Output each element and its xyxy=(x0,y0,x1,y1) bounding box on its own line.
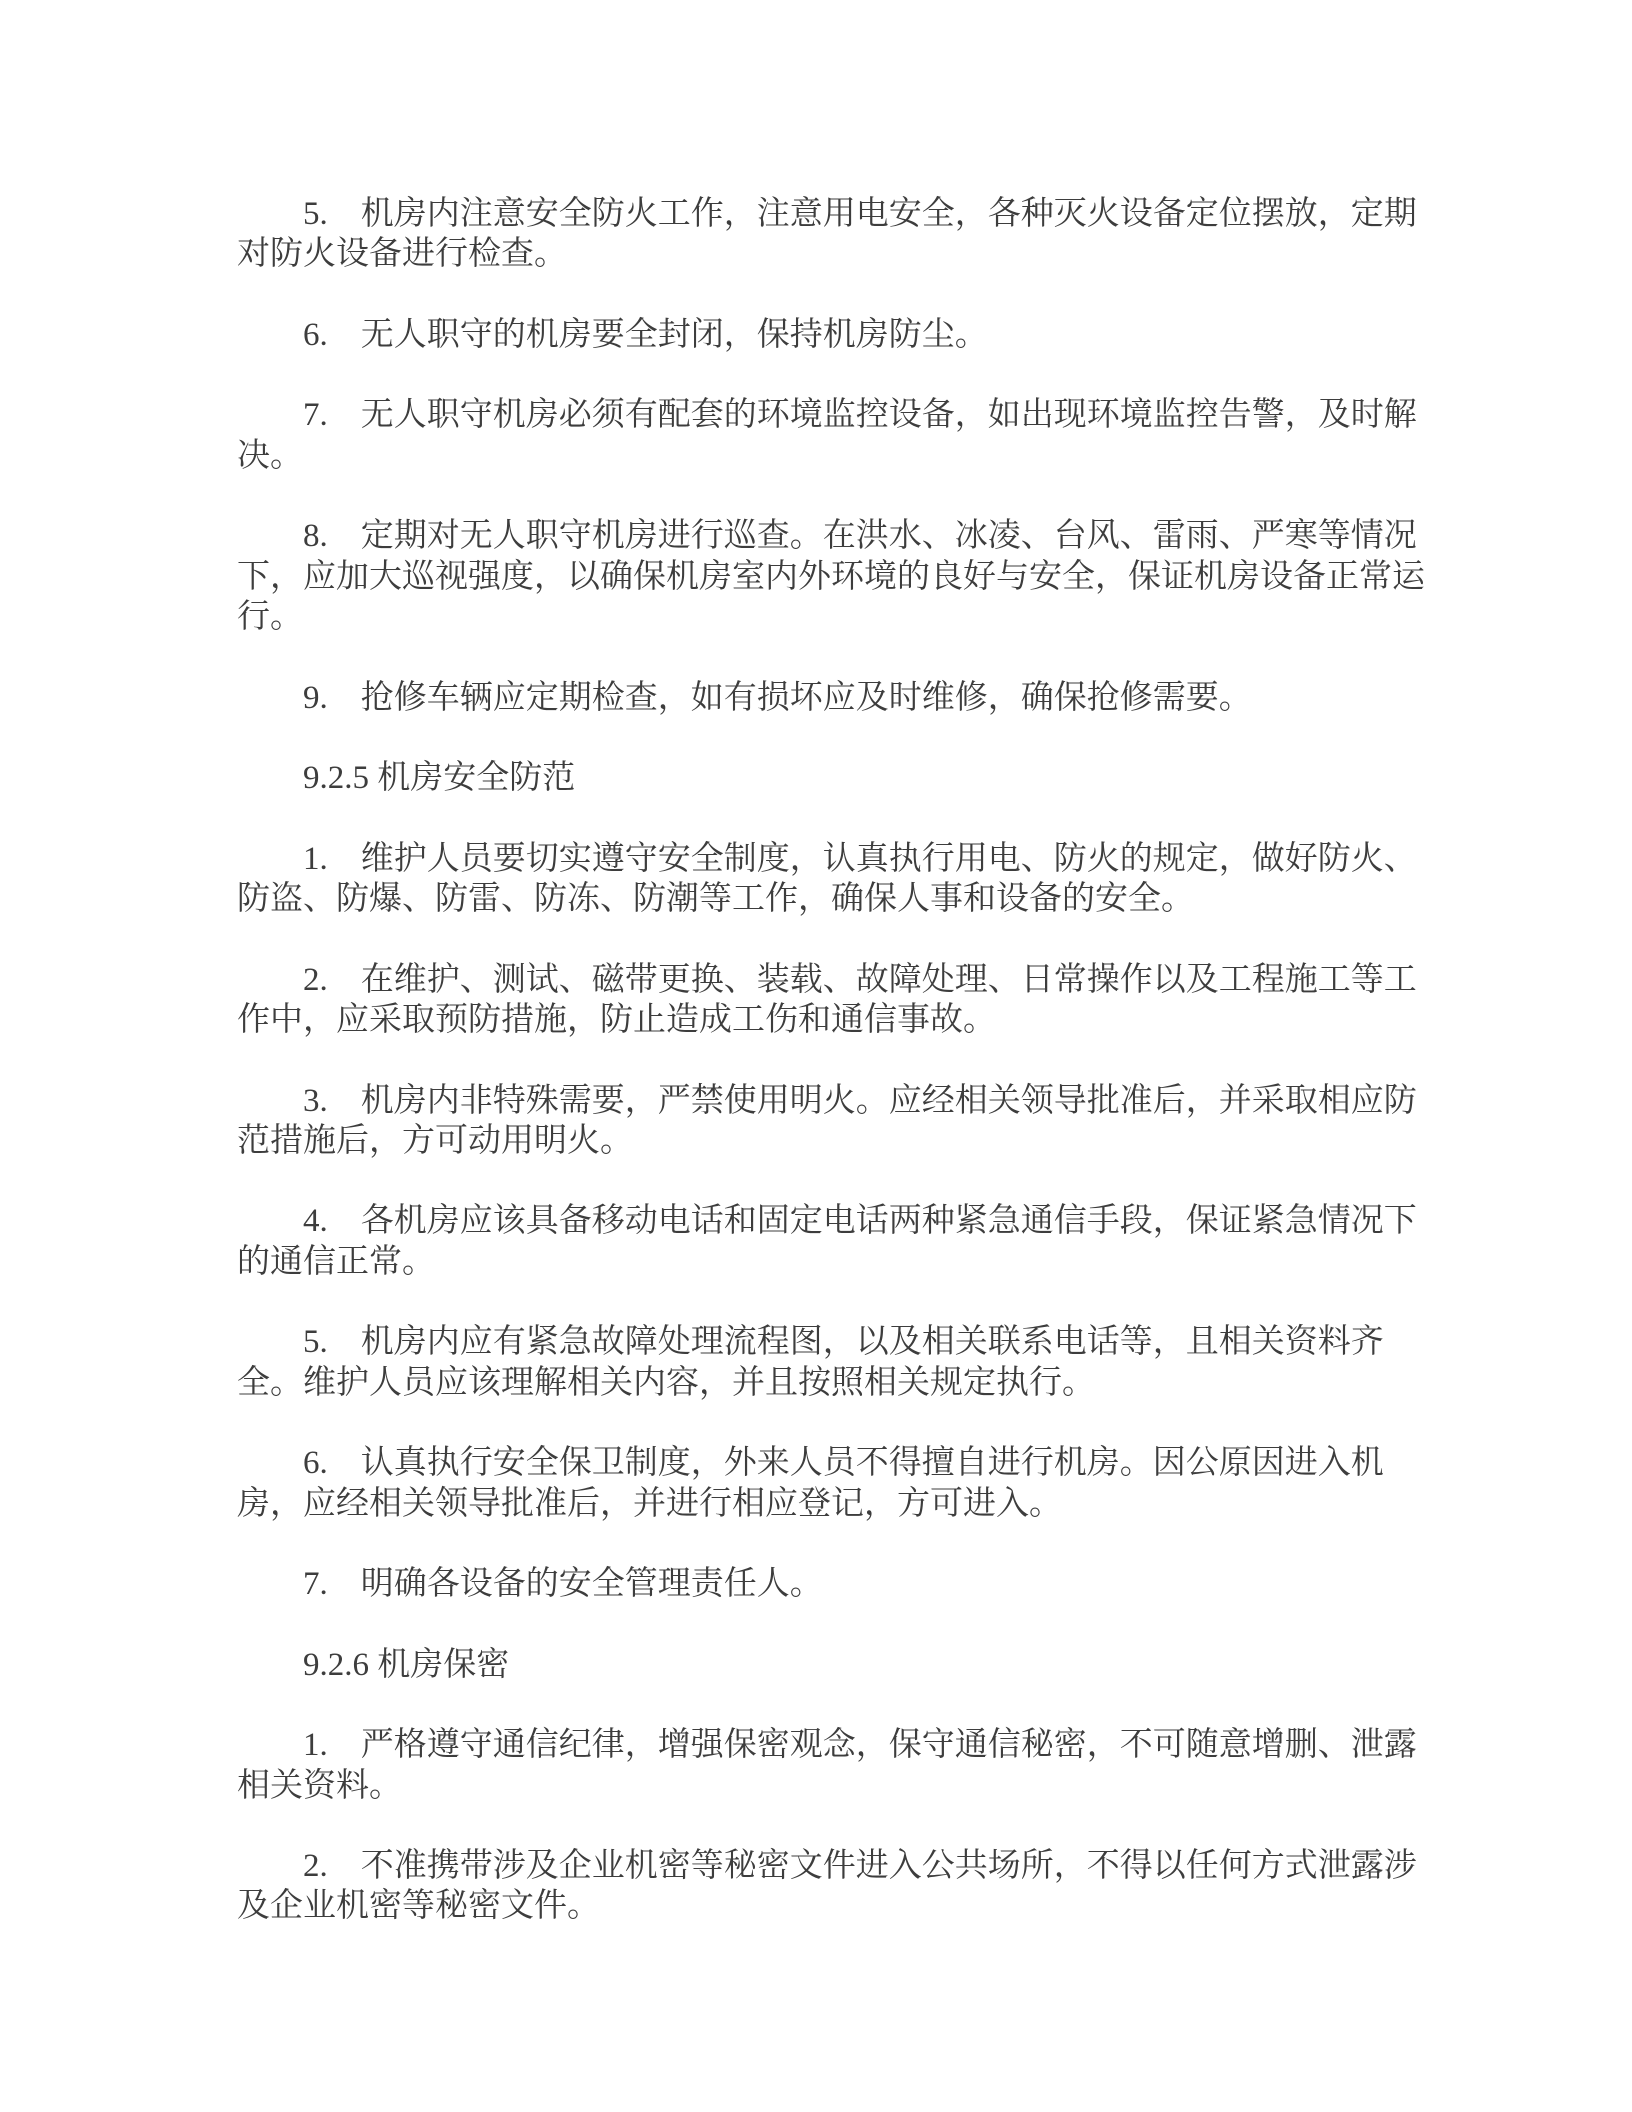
paragraph: 1. 维护人员要切实遵守安全制度，认真执行用电、防火的规定，做好防火、防盗、防爆、防雷、防冻、防潮等工作，确保人事和设备的安全。 xyxy=(237,840,1417,918)
paragraph: 7. 明确各设备的安全管理责任人。 xyxy=(303,1566,823,1603)
paragraph: 3. 机房内非特殊需要，严禁使用明火。应经相关领导批准后，并采取相应防范措施后，方可动用明火。 xyxy=(237,1082,1417,1159)
section-heading: 9.2.6 机房保密 xyxy=(303,1646,510,1683)
paragraph: 1. 严格遵守通信纪律，增强保密观念，保守通信秘密，不可随意增删、泄露相关资料。 xyxy=(237,1727,1417,1804)
paragraph: 2. 不准携带涉及企业机密等秘密文件进入公共场所，不得以任何方式泄露涉及企业机密等秘密文件。 xyxy=(237,1848,1417,1925)
paragraph: 7. 无人职守机房必须有配套的环境监控设备，如出现环境监控告警，及时解决。 xyxy=(237,397,1417,474)
paragraph: 8. 定期对无人职守机房进行巡查。在洪水、冰凌、台风、雷雨、严寒等情况下，应加大巡视强度，以确保机房室内外环境的良好与安全，保证机房设备正常运行。 xyxy=(237,518,1425,635)
paragraph: 6. 认真执行安全保卫制度，外来人员不得擅自进行机房。因公原因进入机房，应经相关领导批准后，并进行相应登记，方可进入。 xyxy=(237,1445,1384,1522)
paragraph: 5. 机房内应有紧急故障处理流程图，以及相关联系电话等，且相关资料齐全。维护人员应该理解相关内容，并且按照相关规定执行。 xyxy=(237,1324,1384,1401)
paragraph: 6. 无人职守的机房要全封闭，保持机房防尘。 xyxy=(303,316,988,353)
paragraph: 4. 各机房应该具备移动电话和固定电话两种紧急通信手段，保证紧急情况下的通信正常。 xyxy=(237,1203,1417,1280)
section-heading: 9.2.5 机房安全防范 xyxy=(303,760,576,797)
document-body xyxy=(237,194,1432,1967)
paragraph: 9. 抢修车辆应定期检查，如有损坏应及时维修，确保抢修需要。 xyxy=(303,679,1252,716)
paragraph: 2. 在维护、测试、磁带更换、装载、故障处理、日常操作以及工程施工等工作中，应采取预防措施，防止造成工伤和通信事故。 xyxy=(237,961,1417,1038)
paragraph: 5. 机房内注意安全防火工作，注意用电安全，各种灭火设备定位摆放，定期对防火设备进行检查。 xyxy=(237,196,1417,273)
